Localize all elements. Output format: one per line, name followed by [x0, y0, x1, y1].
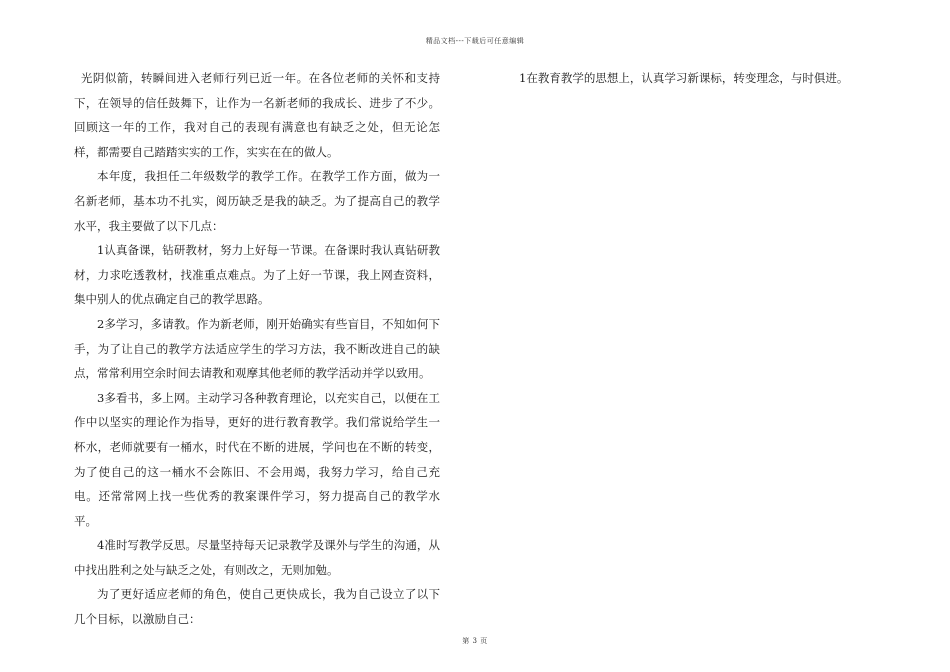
- paragraph-teaching-work: 本年度，我担任二年级数学的教学工作。在教学工作方面，做为一名新老师，基本功不扎实，阅历缺乏是我的缺乏。为了提高自己的教学水平，我主要做了以下几点：: [74, 169, 440, 233]
- paragraph-point-2: 2多学习，多请教。作为新老师，刚开始确实有些盲目，不知如何下手，为了让自己的教学方法适应学生的学习方法，我不断改进自己的缺点，常常利用空余时间去请教和观摩其他老师的教学活动并学以致用。: [74, 316, 440, 381]
- page-header: 精品文档---下载后可任意编辑: [425, 37, 525, 45]
- left-column: [74, 66, 440, 632]
- paragraph-intro: 光阴似箭，转瞬间进入老师行列已近一年。在各位老师的关怀和支持下，在领导的信任鼓舞下，让作为一名新老师的我成长、进步了不少。回顾这一年的工作，我对自己的表现有满意也有缺乏之处，但无论怎样，都需要自己踏踏实实的工作，实实在在的做人。: [74, 71, 440, 159]
- paragraph-point-3: 3多看书，多上网。主动学习各种教育理论，以充实自己，以便在工作中以坚实的理论作为指导，更好的进行教育教学。我们常说给学生一杯水，老师就要有一桶水，时代在不断的进展，学问也在不断的转变，为了使自己的这一桶水不会陈旧、不会用竭，我努力学习，给自己充电。还常常网上找一些优秀的教案课件学习，努力提高自己的教学水平。: [74, 390, 440, 528]
- page-number: 第 3 页: [462, 637, 488, 645]
- right-column: [496, 66, 876, 91]
- paragraph-point-4: 4准时写教学反思。尽量坚持每天记录教学及课外与学生的沟通，从中找出胜利之处与缺乏之处，有则改之，无则加勉。: [74, 538, 440, 577]
- paragraph-goal-1: 1在教育教学的思想上，认真学习新课标，转变理念，与时俱进。: [519, 71, 849, 85]
- paragraph-goals-intro: 为了更好适应老师的角色，使自己更快成长，我为自己设立了以下几个目标，以激励自己：: [74, 587, 440, 627]
- paragraph-point-1: 1认真备课，钻研教材，努力上好每一节课。在备课时我认真钻研教材，力求吃透教材，找准重点难点。为了上好一节课，我上网查资料，集中别人的优点确定自己的教学思路。: [74, 243, 440, 307]
